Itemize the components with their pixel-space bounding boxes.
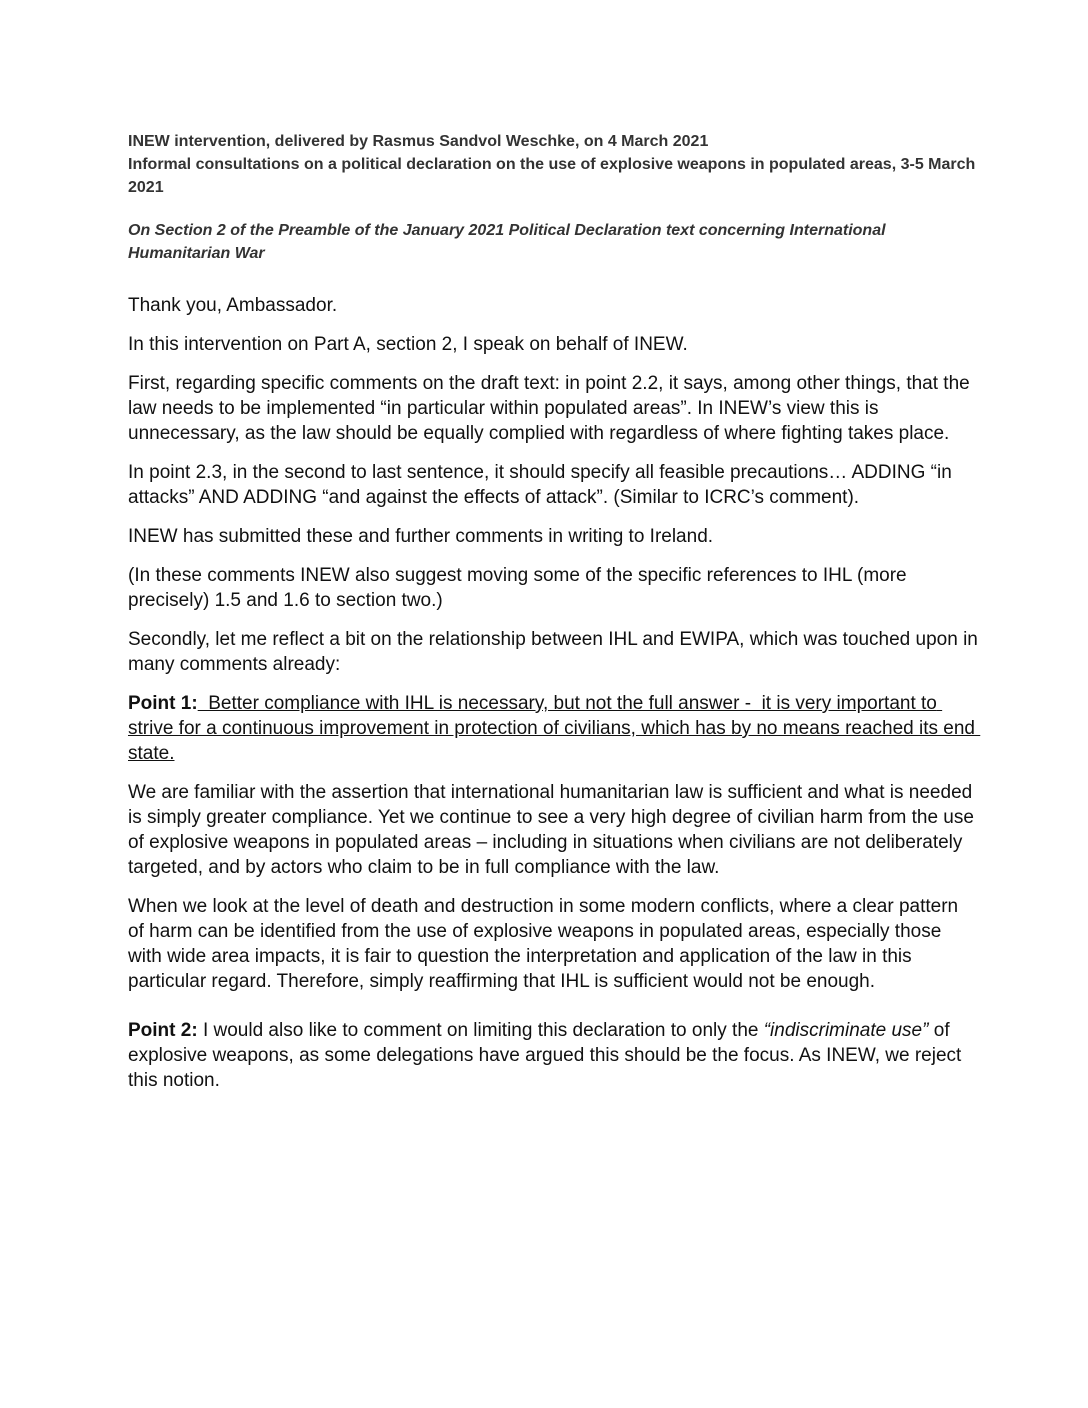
paragraph-draft-comments: First, regarding specific comments on the draft text: in point 2.2, it says, among other things, that the law needs to be implemented “in particular within populated areas”. In INEW’s view this is unnecessary, as the law should be equally complied with regardless of where fighting takes place. <box>128 373 970 444</box>
paragraph-intro: In this intervention on Part A, section 2, I speak on behalf of INEW. <box>128 334 688 355</box>
paragraph-point-1 <box>128 691 981 766</box>
paragraph-death-destruction: When we look at the level of death and destruction in some modern conflicts, where a clear pattern of harm can be identified from the use of explosive weapons in populated areas, especially those with wide area impacts, it is fair to question the interpretation and application of the law in this particular regard. Therefore, simply reaffirming that IHL is sufficient would not be enough. <box>128 896 959 992</box>
paragraph-greeting: Thank you, Ambassador. <box>128 295 338 316</box>
paragraph-submitted: INEW has submitted these and further comments in writing to Ireland. <box>128 526 714 547</box>
document-header <box>128 130 978 199</box>
point-2-text-b: of explosive weapons, as some delegations have argued this should be the focus. As INEW, we reject this notion. <box>128 1020 962 1091</box>
paragraph-point-2 <box>128 1018 978 1093</box>
document-page <box>128 130 981 1093</box>
point-1-label: Point 1: <box>128 693 198 714</box>
paragraph-point-2-3: In point 2.3, in the second to last sentence, it should specify all feasible precautions… ADDING “in attacks” AND ADDING “and against the effects of attack”. (Similar to ICRC’s comment). <box>128 462 952 508</box>
paragraph-ihl-ewipa: Secondly, let me reflect a bit on the relationship between IHL and EWIPA, which was touched upon in many comments already: <box>128 629 978 675</box>
document-subtitle: On Section 2 of the Preamble of the January 2021 Political Declaration text concerning International Humanitarian War <box>128 222 886 262</box>
paragraph-compliance: We are familiar with the assertion that international humanitarian law is sufficient and what is needed is simply greater compliance. Yet we continue to see a very high degree of civilian harm from the use of explosive weapons in populated areas – including in situations when civilians are not deliberately targeted, and by actors who claim to be in full compliance with the law. <box>128 782 974 878</box>
point-1-text: Better compliance with IHL is necessary, but not the full answer - it is very important to strive for a continuous improvement in protection of civilians, which has by no means reached its end state. <box>128 693 981 764</box>
header-line-2: Informal consultations on a political declaration on the use of explosive weapons in populated areas, 3-5 March 2021 <box>128 156 976 196</box>
header-line-1: INEW intervention, delivered by Rasmus Sandvol Weschke, on 4 March 2021 <box>128 133 709 150</box>
point-2-text-a: I would also like to comment on limiting this declaration to only the <box>197 1020 764 1041</box>
point-2-italic: “indiscriminate use” <box>763 1020 929 1041</box>
paragraph-references-note: (In these comments INEW also suggest moving some of the specific references to IHL (more precisely) 1.5 and 1.6 to section two.) <box>128 565 907 611</box>
point-2-label: Point 2: <box>128 1020 198 1041</box>
